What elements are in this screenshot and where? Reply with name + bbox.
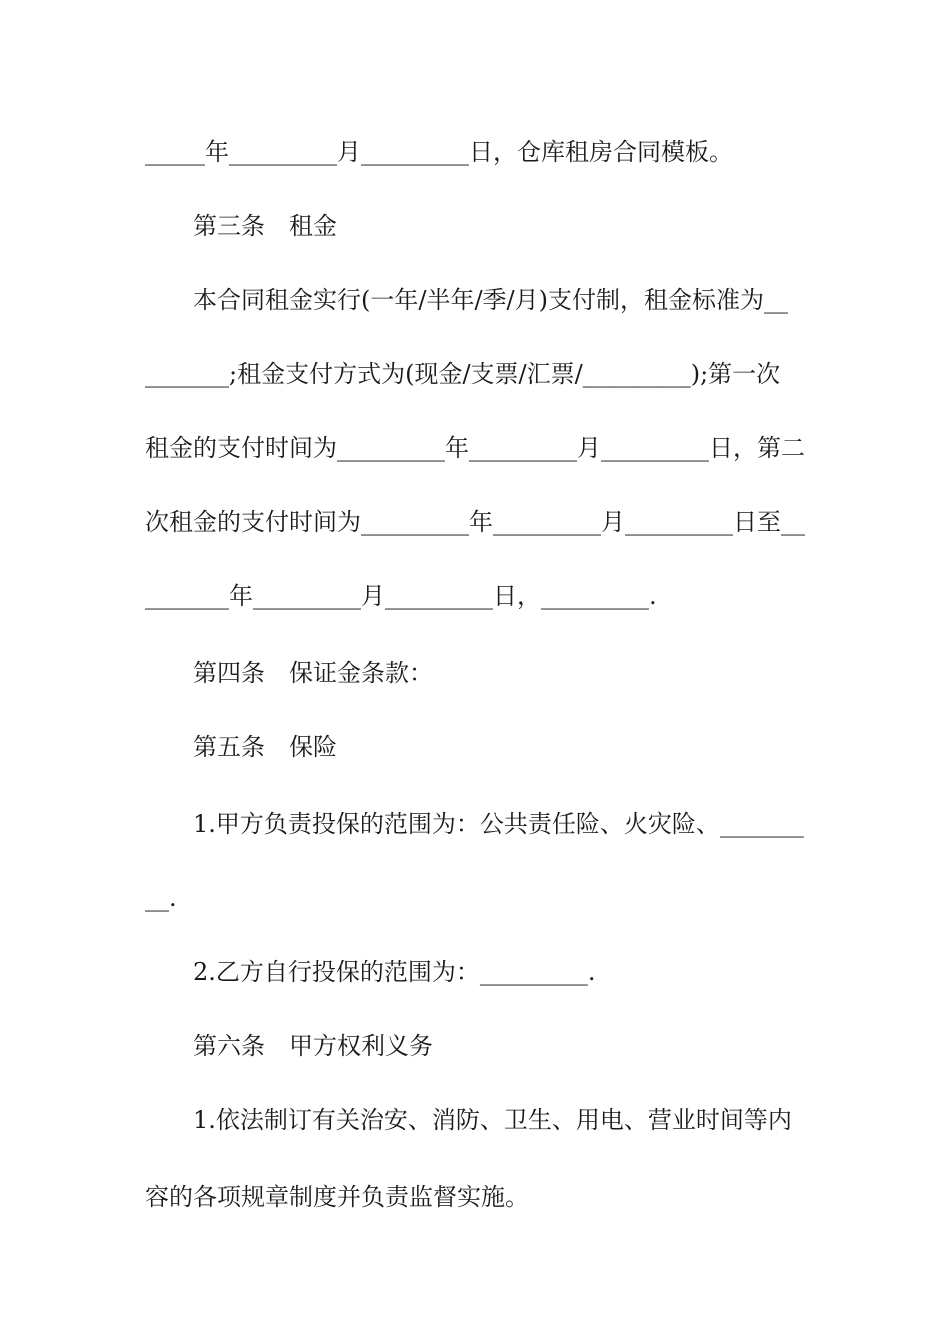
article-5-heading: 第五条 保险	[193, 733, 337, 761]
article-4-heading: 第四条 保证金条款：	[193, 659, 433, 687]
insurance-item-2: 2.乙方自行投保的范围为：_________.	[193, 958, 596, 986]
rent-paragraph-line-5: _______年_________月_________日，_________.	[145, 582, 657, 610]
article-6-heading: 第六条 甲方权利义务	[193, 1032, 433, 1060]
rent-paragraph-line-1: 本合同租金实行(一年/半年/季/月)支付制，租金标准为__	[193, 286, 788, 314]
article-3-heading: 第三条 租金	[193, 212, 337, 240]
rent-paragraph-line-2: _______;租金支付方式为(现金/支票/汇票/_________);第一次	[145, 360, 781, 388]
party-a-duty-1-line-2: 容的各项规章制度并负责监督实施。	[145, 1183, 529, 1211]
insurance-item-1-line-1: 1.甲方负责投保的范围为：公共责任险、火灾险、_______	[193, 810, 804, 838]
rent-paragraph-line-4: 次租金的支付时间为_________年_________月_________日至__	[145, 508, 805, 536]
party-a-duty-1-line-1: 1.依法制订有关治安、消防、卫生、用电、营业时间等内	[193, 1106, 792, 1134]
rent-paragraph-line-3: 租金的支付时间为_________年_________月_________日，第二	[145, 434, 805, 462]
text-line-date-continuation: _____年_________月_________日，仓库租房合同模板。	[145, 138, 733, 166]
insurance-item-1-line-2: __.	[145, 884, 177, 912]
